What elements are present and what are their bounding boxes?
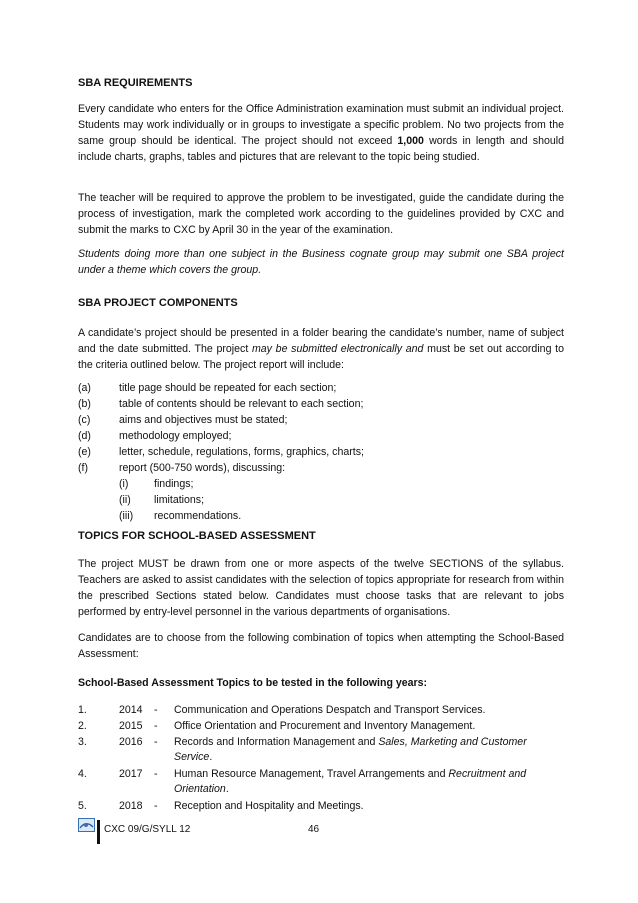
topics-paragraph-2: Candidates are to choose from the following combination of topics when attempting the School-Based Assessment: (78, 632, 564, 661)
heading-sba-requirements: SBA REQUIREMENTS (78, 77, 193, 89)
heading-sba-project-components: SBA PROJECT COMPONENTS (78, 297, 238, 309)
project-components-paragraph: A candidate’s project should be presented in a folder bearing the candidate’s number, name of subject and the date submitted. The project may be submitted electronically and must be set out according to the criteria outlined below. The project report will include: (78, 327, 564, 372)
page-footer (78, 818, 578, 844)
footer-divider (97, 820, 100, 844)
topics-subheading: School-Based Assessment Topics to be tested in the following years: (78, 677, 428, 689)
sba-requirements-paragraph-1: Every candidate who enters for the Office Administration examination must submit an individual project. Students may work individually or in groups to investigate a specific problem. No two projects from the same group should be identical. The project should not exceed 1,000 words in length and should include charts, graphs, tables and pictures that are relevant to the topic being studied. (78, 103, 564, 164)
topics-paragraph-1: The project MUST be drawn from one or more aspects of the twelve SECTIONS of the syllabus. Teachers are asked to assist candidates with the selection of topics appropriate for research from within the prescribed Sections stated below. Candidates must choose tasks that are relevant to jobs performed by entry-level personnel in the various departments of organisations. (78, 558, 564, 619)
page-number: 46 (308, 824, 320, 835)
heading-topics-sba: TOPICS FOR SCHOOL-BASED ASSESSMENT (78, 530, 316, 542)
sba-requirements-paragraph-2: The teacher will be required to approve the problem to be investigated, guide the candidate during the process of investigation, mark the completed work according to the guidelines provided by CXC and submit the marks to CXC by April 30 in the year of the examination. (78, 192, 564, 237)
cxc-logo-icon (78, 818, 95, 832)
sba-requirements-paragraph-3: Students doing more than one subject in the Business cognate group may submit one SBA project under a theme which covers the group. (78, 248, 564, 277)
syllabus-code: CXC 09/G/SYLL 12 (104, 824, 191, 835)
